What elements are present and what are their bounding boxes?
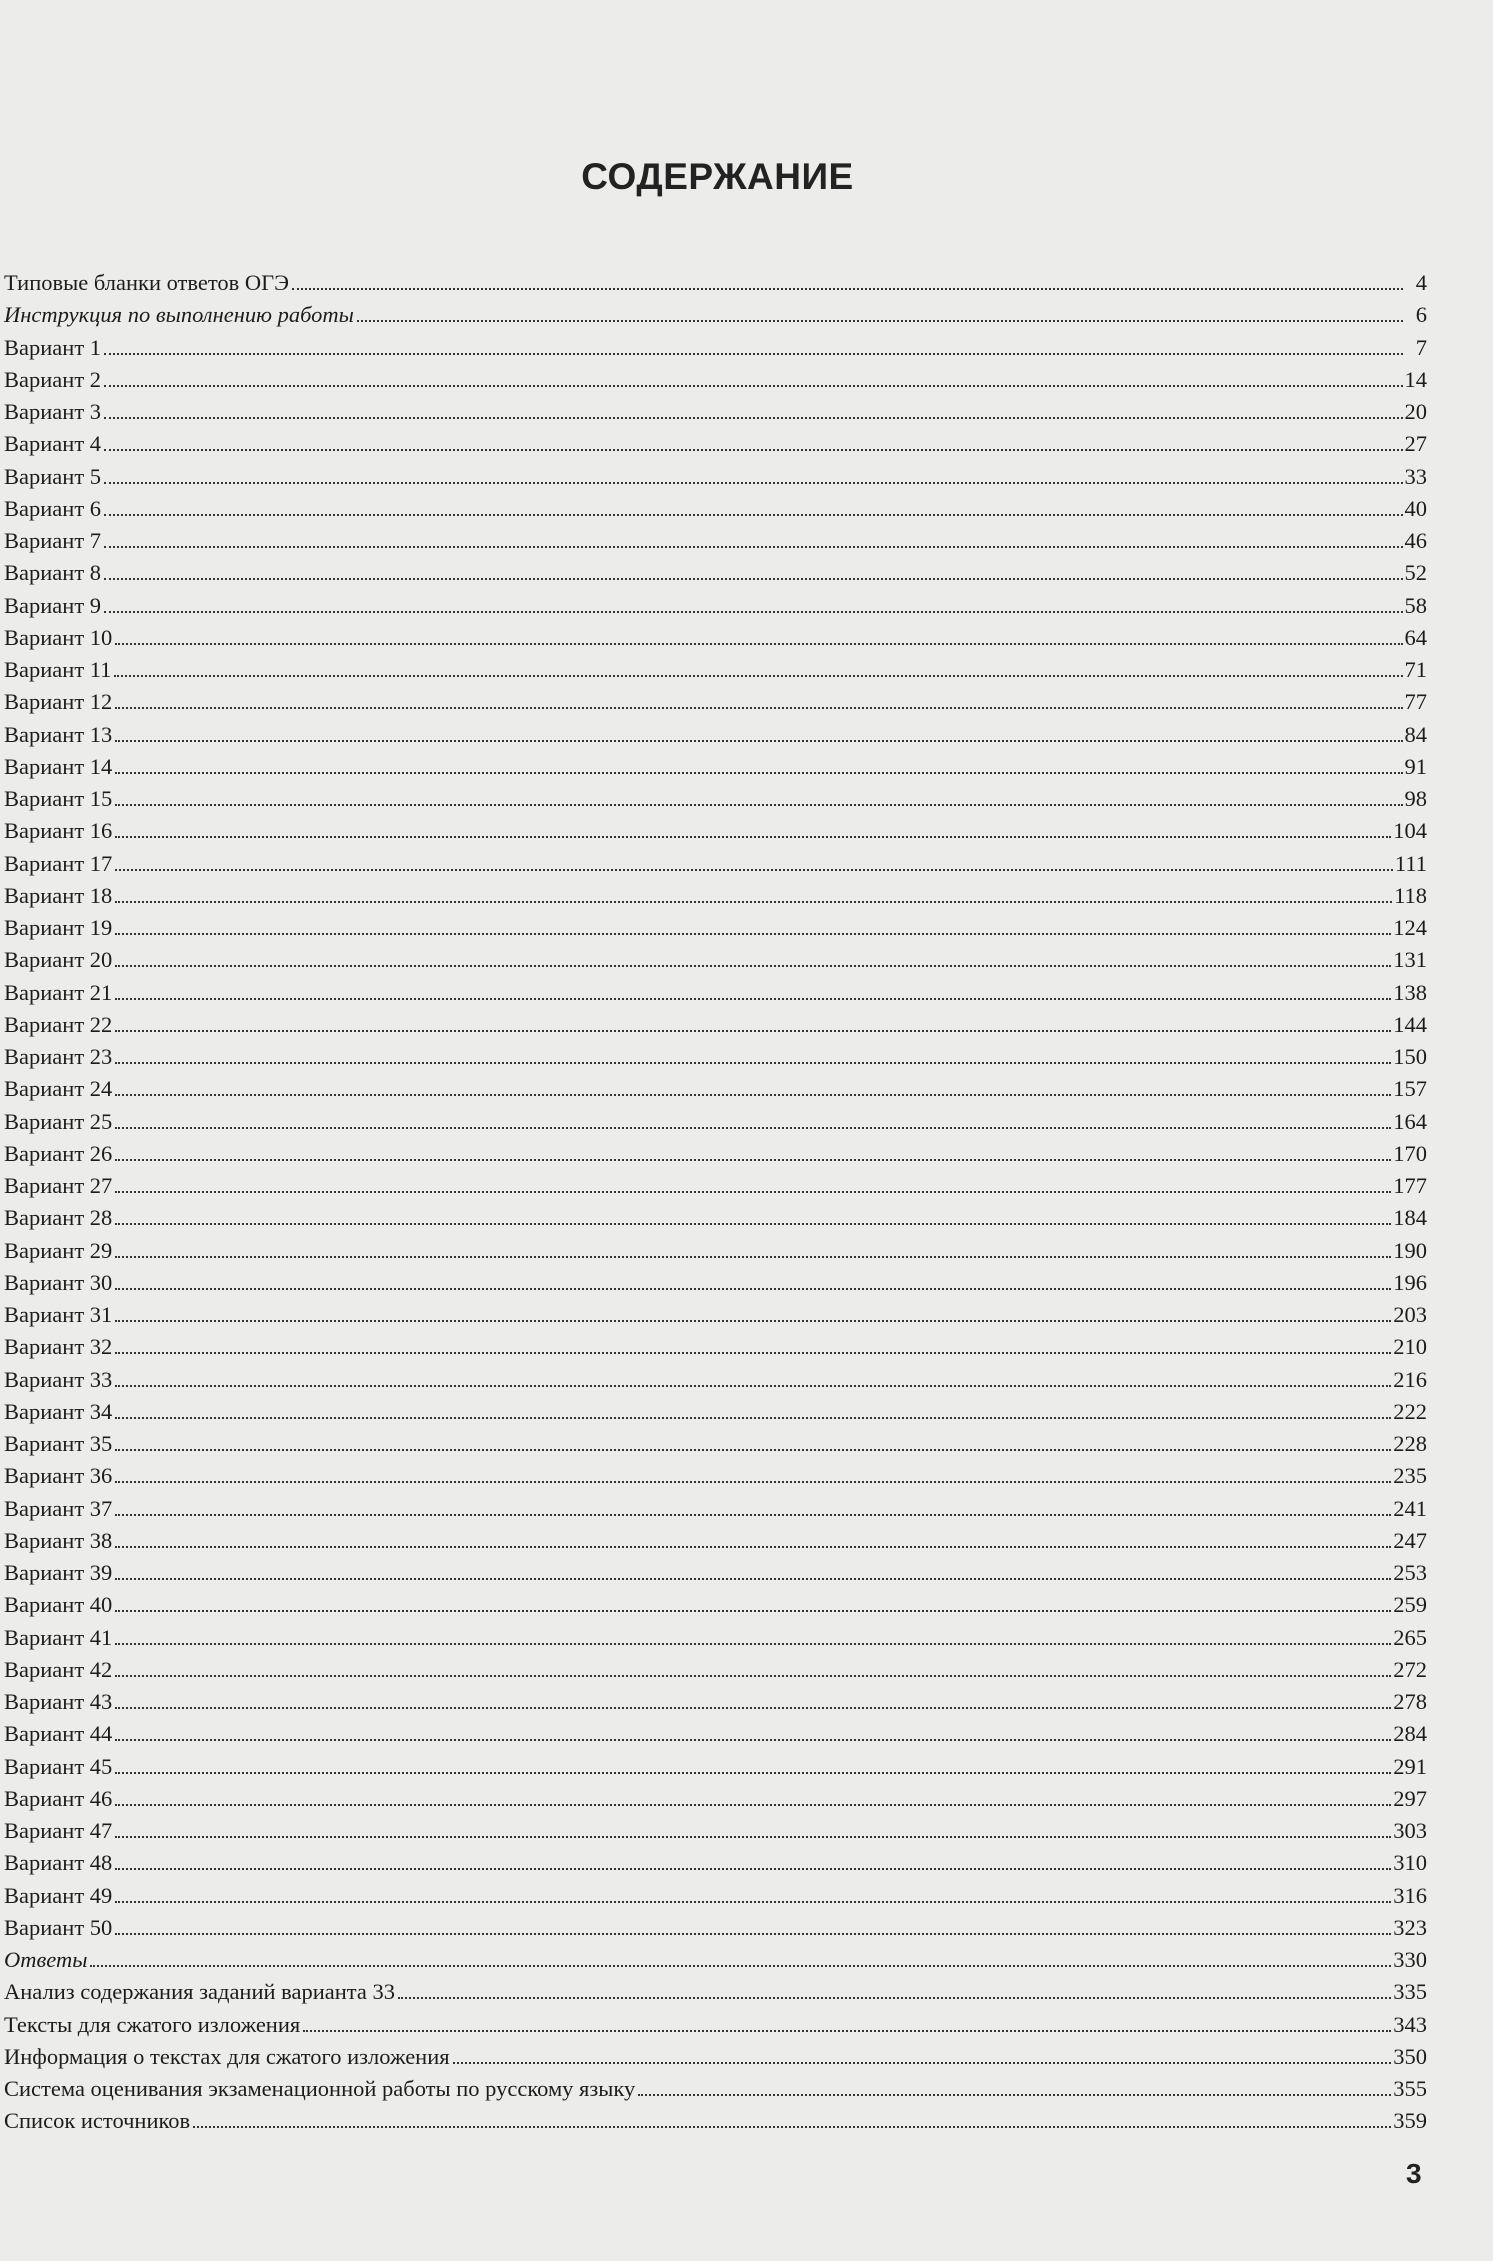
toc-entry [4, 1783, 1427, 1815]
dot-leader [104, 513, 1402, 516]
toc-entry-page: 335 [1393, 1979, 1427, 2005]
dot-leader [115, 932, 1391, 935]
toc-entry [4, 396, 1427, 428]
toc-entry [4, 1041, 1427, 1073]
toc-entry-page: 118 [1394, 882, 1427, 908]
toc-entry-label: Вариант 40 [4, 1592, 113, 1618]
toc-entry [4, 1331, 1427, 1363]
toc-entry-label: Вариант 31 [4, 1302, 113, 1327]
toc-entry [4, 1299, 1427, 1331]
toc-entry-page: 170 [1393, 1140, 1427, 1166]
dot-leader [114, 674, 1402, 677]
dot-leader [115, 771, 1402, 774]
dot-leader [115, 900, 1392, 903]
toc-entry [4, 912, 1427, 944]
toc-entry-label: Вариант 33 [4, 1366, 113, 1392]
toc-entry-label: Вариант 20 [4, 947, 113, 973]
toc-entry-page: 350 [1393, 2043, 1427, 2069]
toc-entry-label: Вариант 21 [4, 979, 113, 1005]
toc-entry-page: 355 [1393, 2076, 1427, 2101]
toc-entry-page: 52 [1404, 560, 1427, 586]
dot-leader [104, 416, 1402, 419]
toc-entry-page: 247 [1393, 1527, 1427, 1553]
toc-entry [4, 364, 1427, 396]
toc-entry-page: 253 [1393, 1560, 1427, 1585]
toc-entry [4, 1557, 1427, 1589]
toc-entry-label: Вариант 24 [4, 1076, 113, 1102]
toc-entry [4, 622, 1427, 654]
toc-entry-label: Вариант 30 [4, 1269, 113, 1295]
dot-leader [115, 1255, 1391, 1258]
toc-entry-page: 284 [1393, 1721, 1427, 1747]
page-number: 3 [1406, 2158, 1422, 2189]
toc-entry-page: 144 [1393, 1011, 1427, 1037]
toc-entry-page: 228 [1393, 1431, 1427, 1456]
toc-entry-page: 157 [1393, 1076, 1427, 1102]
dot-leader [104, 545, 1402, 548]
toc-entry-label: Вариант 7 [4, 528, 102, 553]
toc-entry-label: Вариант 29 [4, 1237, 113, 1263]
toc-entry [4, 783, 1427, 815]
toc-entry [4, 299, 1427, 331]
dot-leader [115, 1932, 1391, 1935]
toc-entry-label: Вариант 17 [4, 850, 113, 876]
toc-entry [4, 880, 1427, 912]
toc-entry [4, 1493, 1427, 1525]
dot-leader [115, 1513, 1391, 1516]
toc-entry-label: Вариант 9 [4, 592, 102, 618]
toc-entry [4, 1654, 1427, 1686]
toc-entry-page: 203 [1393, 1302, 1427, 1327]
toc-entry-label: Вариант 50 [4, 1914, 113, 1940]
toc-entry-label: Вариант 41 [4, 1624, 113, 1650]
dot-leader [115, 1835, 1391, 1838]
toc-entry [4, 1751, 1427, 1783]
toc-entry-page: 104 [1393, 818, 1427, 844]
toc-entry-label: Список источников [4, 2108, 191, 2134]
toc-entry-page: 64 [1404, 624, 1427, 650]
toc-entry-page: 6 [1415, 302, 1427, 328]
toc-entry [4, 1686, 1427, 1718]
table-of-contents [4, 267, 1427, 2138]
toc-entry-label: Вариант 32 [4, 1334, 113, 1360]
toc-entry [4, 944, 1427, 976]
toc-entry [4, 557, 1427, 589]
dot-leader [115, 1609, 1391, 1612]
toc-entry-page: 4 [1415, 270, 1427, 295]
toc-entry [4, 815, 1427, 847]
toc-entry [4, 1912, 1427, 1944]
toc-entry [4, 1428, 1427, 1460]
toc-entry-label: Вариант 11 [4, 657, 112, 682]
toc-entry-label: Типовые бланки ответов ОГЭ [4, 270, 290, 295]
dot-leader [104, 610, 1402, 613]
toc-entry-label: Вариант 37 [4, 1495, 113, 1521]
dot-leader [115, 739, 1402, 742]
dot-leader [357, 319, 1403, 322]
dot-leader [115, 1900, 1391, 1903]
toc-entry-page: 196 [1393, 1269, 1427, 1295]
toc-entry [4, 1589, 1427, 1621]
dot-leader [115, 1771, 1391, 1774]
toc-entry-page: 323 [1393, 1914, 1427, 1940]
toc-entry-label: Вариант 14 [4, 753, 113, 779]
toc-entry-label: Вариант 44 [4, 1721, 113, 1747]
toc-entry-page: 316 [1393, 1882, 1427, 1908]
dot-leader [453, 2061, 1392, 2064]
toc-entry-label: Вариант 16 [4, 818, 113, 844]
toc-entry-label: Вариант 45 [4, 1753, 113, 1779]
toc-entry-label: Вариант 49 [4, 1882, 113, 1908]
toc-entry-label: Вариант 5 [4, 463, 102, 489]
dot-leader [115, 1577, 1391, 1580]
toc-entry-label: Вариант 3 [4, 399, 102, 424]
toc-entry-label: Вариант 1 [4, 334, 102, 360]
toc-entry [4, 1525, 1427, 1557]
toc-entry [4, 2041, 1427, 2073]
toc-entry-page: 71 [1404, 657, 1427, 682]
toc-entry-page: 184 [1393, 1205, 1427, 1231]
toc-entry-label: Вариант 26 [4, 1140, 113, 1166]
toc-entry-page: 235 [1393, 1463, 1427, 1489]
toc-entry-page: 27 [1404, 431, 1427, 457]
toc-entry-label: Вариант 6 [4, 495, 102, 521]
toc-entry [4, 751, 1427, 783]
toc-entry [4, 1718, 1427, 1750]
dot-leader [115, 1222, 1391, 1225]
toc-entry [4, 1073, 1427, 1105]
toc-entry-label: Вариант 39 [4, 1560, 113, 1585]
dot-leader [303, 2029, 1391, 2032]
toc-entry [4, 1364, 1427, 1396]
toc-entry-page: 259 [1393, 1592, 1427, 1618]
dot-leader [115, 1351, 1391, 1354]
toc-entry [4, 1106, 1427, 1138]
toc-entry-page: 138 [1393, 979, 1427, 1005]
toc-entry-page: 124 [1393, 915, 1427, 940]
dot-leader [115, 835, 1391, 838]
toc-entry-label: Анализ содержания заданий варианта 33 [4, 1979, 396, 2005]
toc-entry-label: Вариант 43 [4, 1689, 113, 1714]
toc-entry [4, 461, 1427, 493]
toc-entry-label: Инструкция по выполнению работы [4, 302, 354, 328]
dot-leader [104, 384, 1402, 387]
dot-leader [115, 1061, 1391, 1064]
toc-entry-label: Вариант 42 [4, 1656, 113, 1682]
toc-entry-page: 310 [1393, 1850, 1427, 1876]
toc-entry [4, 848, 1427, 880]
toc-entry-label: Вариант 47 [4, 1818, 113, 1843]
toc-entry-page: 343 [1393, 2011, 1427, 2037]
dot-leader [115, 1642, 1391, 1645]
dot-leader [398, 1996, 1391, 1999]
toc-entry-page: 303 [1393, 1818, 1427, 1843]
toc-entry [4, 1944, 1427, 1976]
toc-entry-page: 216 [1393, 1366, 1427, 1392]
toc-entry [4, 590, 1427, 622]
page-title: СОДЕРЖАНИЕ [581, 156, 854, 197]
toc-entry-page: 7 [1415, 334, 1427, 360]
toc-entry-page: 272 [1393, 1656, 1427, 1682]
dot-leader [104, 481, 1402, 484]
dot-leader [193, 2125, 1391, 2128]
toc-entry [4, 1170, 1427, 1202]
dot-leader [115, 642, 1402, 645]
toc-entry-page: 58 [1404, 592, 1427, 618]
toc-entry-label: Вариант 22 [4, 1011, 113, 1037]
dot-leader [115, 868, 1393, 871]
toc-entry [4, 654, 1427, 686]
toc-entry-page: 14 [1404, 366, 1427, 392]
toc-entry [4, 1847, 1427, 1879]
toc-entry-label: Вариант 15 [4, 786, 113, 811]
toc-entry-label: Вариант 25 [4, 1108, 113, 1134]
toc-entry-label: Вариант 19 [4, 915, 113, 940]
toc-entry-label: Вариант 48 [4, 1850, 113, 1876]
dot-leader [115, 1738, 1391, 1741]
toc-entry-page: 359 [1393, 2108, 1427, 2134]
toc-entry [4, 1880, 1427, 1912]
toc-entry-label: Вариант 34 [4, 1398, 113, 1424]
toc-entry [4, 686, 1427, 718]
toc-entry-label: Вариант 36 [4, 1463, 113, 1489]
toc-entry-label: Вариант 38 [4, 1527, 113, 1553]
toc-entry [4, 267, 1427, 299]
dot-leader [115, 1480, 1391, 1483]
dot-leader [292, 287, 1403, 290]
toc-entry-label: Вариант 8 [4, 560, 102, 586]
dot-leader [104, 577, 1402, 580]
toc-entry-label: Вариант 18 [4, 882, 113, 908]
dot-leader [115, 1093, 1391, 1096]
dot-leader [115, 1029, 1391, 1032]
toc-entry [4, 1396, 1427, 1428]
dot-leader [115, 1803, 1391, 1806]
toc-entry [4, 428, 1427, 460]
dot-leader [115, 803, 1402, 806]
toc-entry-label: Ответы [4, 1947, 88, 1972]
dot-leader [115, 1674, 1391, 1677]
dot-leader [115, 1867, 1391, 1870]
toc-entry-page: 131 [1393, 947, 1427, 973]
toc-entry-label: Тексты для сжатого изложения [4, 2011, 301, 2037]
toc-entry [4, 2009, 1427, 2041]
toc-entry-label: Вариант 13 [4, 721, 113, 747]
dot-leader [115, 964, 1391, 967]
toc-entry-page: 111 [1394, 850, 1427, 876]
toc-entry [4, 525, 1427, 557]
toc-entry-page: 77 [1404, 689, 1427, 715]
toc-entry-label: Информация о текстах для сжатого изложения [4, 2043, 450, 2069]
toc-entry-label: Вариант 2 [4, 366, 102, 392]
dot-leader [115, 1384, 1391, 1387]
toc-entry-label: Система оценивания экзаменационной работы по русскому языку [4, 2076, 636, 2101]
dot-leader [115, 1416, 1391, 1419]
toc-entry-page: 241 [1393, 1495, 1427, 1521]
dot-leader [115, 1287, 1391, 1290]
toc-entry-page: 150 [1393, 1044, 1427, 1069]
toc-entry [4, 2073, 1427, 2105]
toc-entry [4, 1460, 1427, 1492]
toc-entry-page: 210 [1393, 1334, 1427, 1360]
toc-entry [4, 1267, 1427, 1299]
toc-entry-label: Вариант 46 [4, 1785, 113, 1811]
dot-leader [115, 1126, 1391, 1129]
toc-entry-page: 297 [1393, 1785, 1427, 1811]
toc-entry-label: Вариант 35 [4, 1431, 113, 1456]
dot-leader [115, 706, 1402, 709]
toc-entry [4, 1009, 1427, 1041]
dot-leader [115, 997, 1391, 1000]
toc-entry [4, 719, 1427, 751]
dot-leader [90, 1964, 1391, 1967]
toc-entry-label: Вариант 12 [4, 689, 113, 715]
dot-leader [115, 1448, 1391, 1451]
toc-entry-page: 84 [1404, 721, 1427, 747]
toc-entry [4, 977, 1427, 1009]
toc-entry [4, 1202, 1427, 1234]
toc-entry-page: 190 [1393, 1237, 1427, 1263]
toc-entry-page: 164 [1393, 1108, 1427, 1134]
toc-entry-page: 222 [1393, 1398, 1427, 1424]
dot-leader [115, 1545, 1391, 1548]
toc-entry-page: 98 [1404, 786, 1427, 811]
toc-entry-label: Вариант 4 [4, 431, 102, 457]
dot-leader [104, 448, 1402, 451]
dot-leader [638, 2093, 1391, 2096]
toc-entry [4, 1622, 1427, 1654]
dot-leader [115, 1706, 1391, 1709]
toc-entry-label: Вариант 10 [4, 624, 113, 650]
toc-entry [4, 1976, 1427, 2008]
toc-entry-label: Вариант 28 [4, 1205, 113, 1231]
toc-entry-label: Вариант 27 [4, 1173, 113, 1198]
dot-leader [115, 1158, 1391, 1161]
toc-entry-page: 278 [1393, 1689, 1427, 1714]
toc-entry-page: 20 [1404, 399, 1427, 424]
toc-entry [4, 1235, 1427, 1267]
toc-entry-page: 265 [1393, 1624, 1427, 1650]
toc-entry-page: 291 [1393, 1753, 1427, 1779]
dot-leader [104, 352, 1403, 355]
dot-leader [115, 1190, 1391, 1193]
toc-entry [4, 1815, 1427, 1847]
toc-entry-page: 91 [1404, 753, 1427, 779]
toc-entry-label: Вариант 23 [4, 1044, 113, 1069]
toc-entry-page: 33 [1404, 463, 1427, 489]
toc-entry-page: 40 [1404, 495, 1427, 521]
toc-entry-page: 330 [1393, 1947, 1427, 1972]
toc-entry [4, 1138, 1427, 1170]
dot-leader [115, 1319, 1391, 1322]
toc-entry [4, 493, 1427, 525]
toc-entry [4, 2105, 1427, 2137]
toc-entry [4, 332, 1427, 364]
toc-entry-page: 177 [1393, 1173, 1427, 1198]
toc-entry-page: 46 [1404, 528, 1427, 553]
